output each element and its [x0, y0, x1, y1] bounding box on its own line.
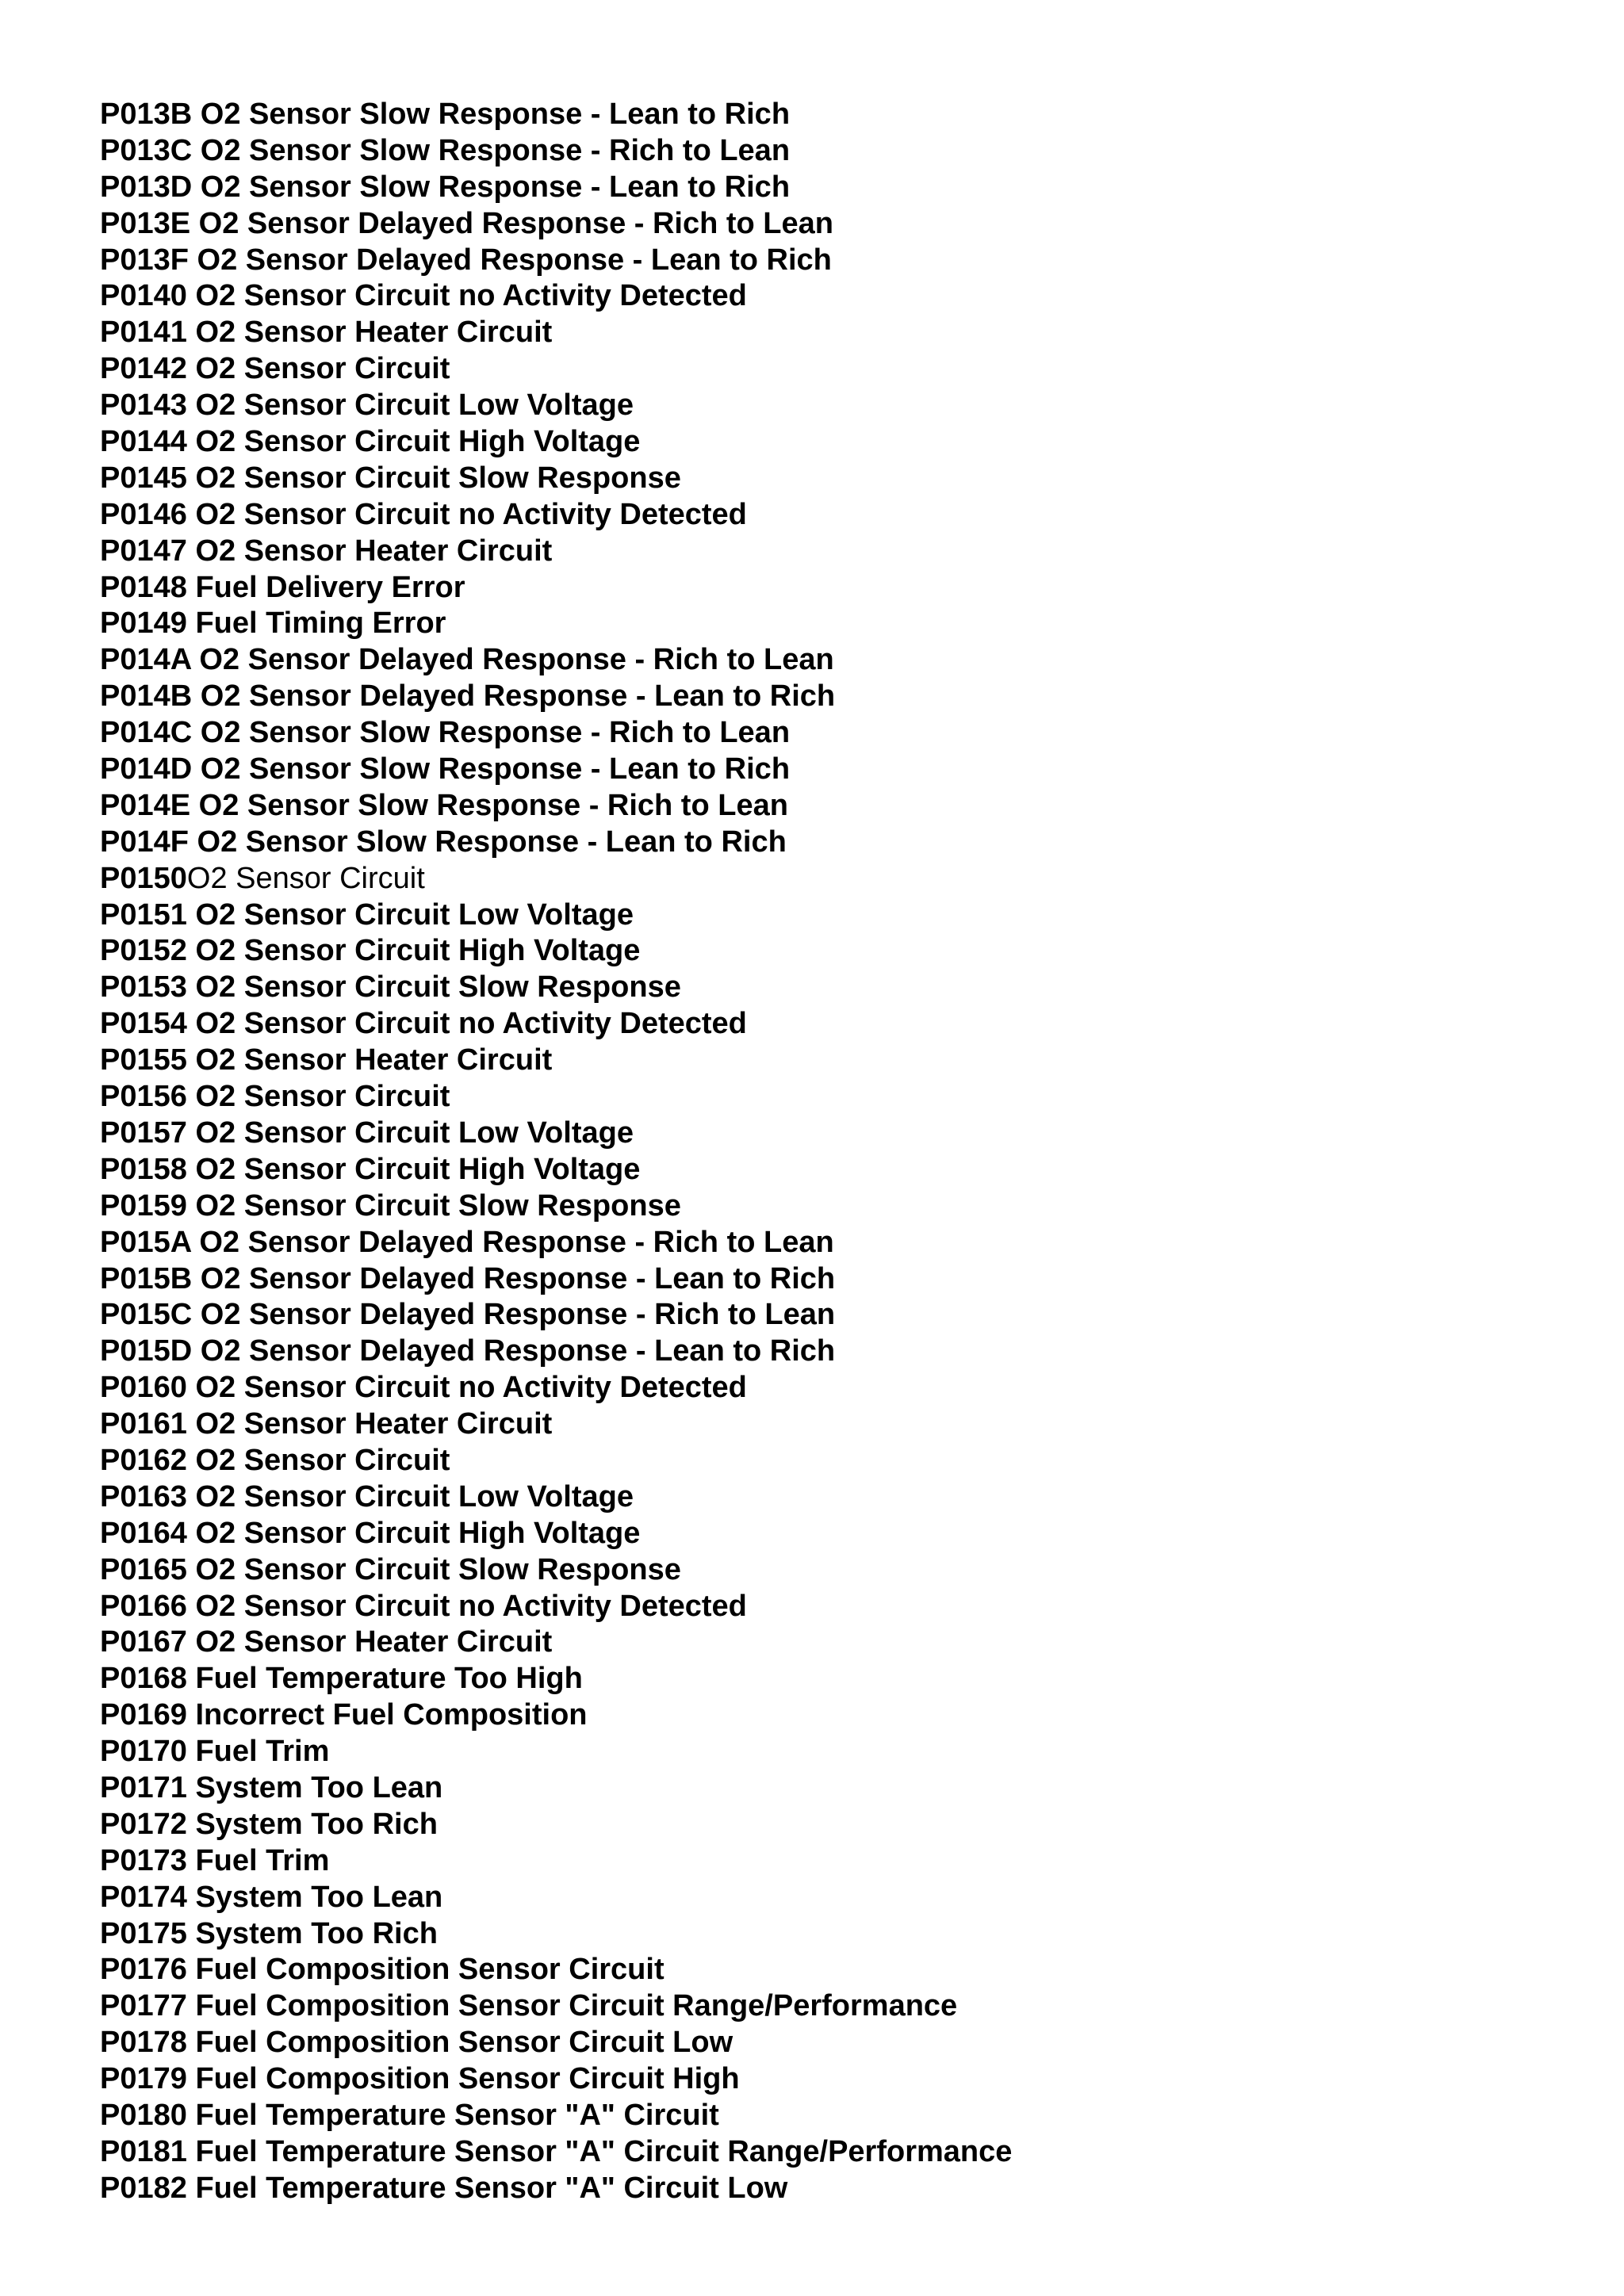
dtc-description: O2 Sensor Circuit Low Voltage — [195, 897, 634, 932]
code-separator — [189, 243, 197, 277]
dtc-code: P0154 — [100, 1007, 187, 1041]
code-separator — [187, 2099, 196, 2132]
code-separator — [187, 1371, 196, 1404]
dtc-code: P0160 — [100, 1371, 187, 1405]
code-separator — [192, 716, 201, 749]
code-separator — [190, 789, 199, 822]
dtc-description: O2 Sensor Circuit High Voltage — [195, 1516, 641, 1550]
dtc-code: P0172 — [100, 1807, 187, 1841]
dtc-description: System Too Lean — [195, 1770, 443, 1804]
dtc-description: O2 Sensor Circuit no Activity Detected — [195, 497, 747, 531]
dtc-code: P014D — [100, 752, 193, 786]
list-item — [100, 1152, 1012, 1188]
dtc-code: P0178 — [100, 2026, 187, 2060]
dtc-description: O2 Sensor Slow Response - Rich to Lean — [198, 788, 788, 822]
code-separator — [190, 207, 199, 240]
code-separator — [187, 1771, 196, 1804]
dtc-description: O2 Sensor Circuit — [195, 1080, 450, 1114]
dtc-description: Fuel Composition Sensor Circuit Low — [195, 2026, 733, 2060]
code-separator — [187, 934, 196, 967]
code-separator — [187, 2135, 196, 2168]
list-item — [100, 1661, 1012, 1697]
dtc-description: O2 Sensor Delayed Response - Lean to Rich — [200, 679, 836, 714]
code-separator — [187, 1625, 196, 1659]
list-item — [100, 133, 1012, 170]
dtc-description: O2 Sensor Slow Response - Rich to Lean — [200, 133, 791, 167]
list-item — [100, 1334, 1012, 1370]
dtc-code: P0170 — [100, 1735, 187, 1769]
list-item — [100, 2025, 1012, 2061]
list-item — [100, 679, 1012, 715]
code-separator — [187, 1080, 196, 1113]
dtc-description: System Too Lean — [195, 1880, 443, 1914]
list-item — [100, 642, 1012, 679]
dtc-description: O2 Sensor Circuit High Voltage — [195, 1152, 641, 1186]
list-item — [100, 606, 1012, 642]
list-item — [100, 2134, 1012, 2171]
list-item — [100, 1516, 1012, 1552]
code-separator — [192, 98, 201, 131]
list-item — [100, 206, 1012, 243]
code-separator — [187, 1480, 196, 1513]
list-item — [100, 1006, 1012, 1043]
list-item — [100, 1843, 1012, 1880]
dtc-code: P0149 — [100, 607, 187, 641]
dtc-description: Fuel Composition Sensor Circuit — [195, 1953, 665, 1987]
dtc-code: P015A — [100, 1225, 191, 1259]
dtc-description: O2 Sensor Slow Response - Rich to Lean — [200, 716, 791, 750]
list-item — [100, 788, 1012, 825]
dtc-description: Fuel Temperature Sensor "A" Circuit Low — [195, 2171, 788, 2205]
dtc-description: O2 Sensor Slow Response - Lean to Rich — [200, 98, 791, 131]
list-item — [100, 970, 1012, 1006]
list-item — [100, 861, 1012, 897]
dtc-code: P014E — [100, 788, 191, 822]
list-item — [100, 1225, 1012, 1261]
dtc-description: O2 Sensor Circuit Slow Response — [195, 461, 681, 495]
code-separator — [187, 2062, 196, 2095]
list-item — [100, 1624, 1012, 1661]
dtc-code: P0179 — [100, 2062, 187, 2096]
code-separator — [191, 643, 200, 676]
code-separator — [187, 1517, 196, 1550]
code-separator — [187, 1444, 196, 1477]
code-separator — [187, 316, 196, 349]
code-separator — [187, 1590, 196, 1623]
dtc-description: Fuel Temperature Sensor "A" Circuit — [195, 2098, 719, 2132]
code-separator — [192, 170, 201, 204]
code-separator — [187, 534, 196, 568]
dtc-description: O2 Sensor Slow Response - Lean to Rich — [200, 170, 791, 204]
list-item — [100, 315, 1012, 351]
list-item — [100, 424, 1012, 461]
dtc-code: P0148 — [100, 570, 187, 604]
dtc-code: P0180 — [100, 2098, 187, 2132]
dtc-code: P0141 — [100, 316, 187, 350]
dtc-description: O2 Sensor Slow Response - Lean to Rich — [197, 825, 787, 859]
list-item — [100, 1880, 1012, 1916]
dtc-description: O2 Sensor Circuit — [195, 352, 450, 386]
dtc-description: O2 Sensor Circuit no Activity Detected — [195, 279, 747, 313]
list-item — [100, 278, 1012, 315]
list-item — [100, 1406, 1012, 1443]
dtc-code: P0163 — [100, 1479, 187, 1513]
code-separator — [187, 1153, 196, 1186]
dtc-description: O2 Sensor Delayed Response - Lean to Rich — [200, 1261, 836, 1295]
dtc-code: P0158 — [100, 1152, 187, 1186]
code-separator — [191, 1226, 200, 1259]
dtc-code: P0144 — [100, 425, 187, 459]
code-separator — [187, 1116, 196, 1150]
code-separator — [187, 1662, 196, 1695]
code-separator — [187, 1698, 196, 1732]
code-separator — [187, 352, 196, 385]
dtc-description: O2 Sensor Circuit — [186, 861, 425, 895]
dtc-description: O2 Sensor Circuit no Activity Detected — [195, 1371, 747, 1405]
dtc-code: P0173 — [100, 1843, 187, 1877]
list-item — [100, 97, 1012, 133]
code-separator — [187, 279, 196, 312]
dtc-description: O2 Sensor Delayed Response - Rich to Lean — [199, 643, 834, 677]
list-item — [100, 825, 1012, 861]
dtc-description: O2 Sensor Delayed Response - Lean to Rich — [197, 243, 832, 277]
dtc-description: System Too Rich — [195, 1807, 438, 1841]
list-item — [100, 243, 1012, 279]
code-separator — [192, 752, 201, 786]
dtc-code: P0145 — [100, 461, 187, 495]
dtc-description: O2 Sensor Delayed Response - Rich to Lean — [200, 1298, 836, 1332]
dtc-description: O2 Sensor Circuit no Activity Detected — [195, 1007, 747, 1041]
dtc-description: O2 Sensor Delayed Response - Rich to Lean — [198, 206, 833, 240]
code-separator — [189, 825, 197, 859]
dtc-description: O2 Sensor Circuit Slow Response — [195, 1552, 681, 1586]
dtc-code: P0174 — [100, 1880, 187, 1914]
code-separator — [192, 1334, 201, 1368]
list-item — [100, 170, 1012, 206]
dtc-code: P0169 — [100, 1698, 187, 1732]
dtc-code: P015C — [100, 1298, 193, 1332]
list-item — [100, 1043, 1012, 1079]
code-separator — [187, 1735, 196, 1768]
dtc-code: P013C — [100, 133, 193, 167]
dtc-code-list — [100, 97, 1012, 2207]
dtc-description: System Too Rich — [195, 1916, 438, 1950]
dtc-code: P0155 — [100, 1043, 187, 1077]
list-item — [100, 1443, 1012, 1479]
code-separator — [187, 970, 196, 1004]
code-separator — [187, 2172, 196, 2205]
dtc-description: Fuel Temperature Sensor "A" Circuit Range/Performance — [195, 2134, 1013, 2168]
list-item — [100, 1916, 1012, 1953]
code-separator — [187, 1881, 196, 1914]
dtc-description: O2 Sensor Circuit High Voltage — [195, 425, 641, 459]
list-item — [100, 1188, 1012, 1225]
list-item — [100, 461, 1012, 497]
dtc-description: O2 Sensor Heater Circuit — [195, 1625, 553, 1659]
dtc-code: P0143 — [100, 388, 187, 423]
dtc-code: P013E — [100, 206, 191, 240]
code-separator — [187, 607, 196, 640]
dtc-code: P0176 — [100, 1953, 187, 1987]
list-item — [100, 2171, 1012, 2207]
code-separator — [187, 388, 196, 422]
list-item — [100, 715, 1012, 752]
code-separator — [187, 1844, 196, 1877]
code-separator — [187, 571, 196, 604]
dtc-code: P0177 — [100, 1989, 187, 2023]
dtc-code: P0162 — [100, 1443, 187, 1477]
code-separator — [187, 1007, 196, 1040]
dtc-code: P0152 — [100, 934, 187, 968]
dtc-code: P014C — [100, 716, 193, 750]
dtc-description: Fuel Trim — [195, 1843, 330, 1877]
dtc-code: P013D — [100, 170, 193, 204]
code-separator — [187, 1953, 196, 1986]
code-separator — [192, 134, 201, 167]
code-separator — [192, 1298, 201, 1331]
dtc-code: P0153 — [100, 970, 187, 1004]
code-separator — [187, 1407, 196, 1441]
dtc-code: P0182 — [100, 2171, 187, 2205]
list-item — [100, 752, 1012, 788]
dtc-code: P0175 — [100, 1916, 187, 1950]
list-item — [100, 1079, 1012, 1115]
code-separator — [187, 2026, 196, 2059]
dtc-code: P0167 — [100, 1625, 187, 1659]
dtc-code: P0147 — [100, 534, 187, 568]
dtc-code: P015B — [100, 1261, 193, 1295]
code-separator — [187, 1189, 196, 1223]
dtc-description: O2 Sensor Heater Circuit — [195, 316, 553, 350]
dtc-description: O2 Sensor Circuit Low Voltage — [195, 388, 634, 423]
list-item — [100, 1370, 1012, 1406]
list-item — [100, 534, 1012, 570]
list-item — [100, 1807, 1012, 1843]
dtc-description: O2 Sensor Heater Circuit — [195, 534, 553, 568]
code-separator — [192, 679, 201, 713]
dtc-code: P014A — [100, 643, 191, 677]
dtc-description: O2 Sensor Circuit Low Voltage — [195, 1115, 634, 1150]
code-separator — [187, 498, 196, 531]
dtc-code: P014B — [100, 679, 193, 714]
dtc-code: P0164 — [100, 1516, 187, 1550]
list-item — [100, 1770, 1012, 1807]
code-separator — [187, 1917, 196, 1950]
list-item — [100, 2098, 1012, 2134]
list-item — [100, 2061, 1012, 2098]
dtc-description: Fuel Composition Sensor Circuit Range/Performance — [195, 1989, 958, 2023]
list-item — [100, 1261, 1012, 1298]
list-item — [100, 1697, 1012, 1734]
code-separator — [187, 1808, 196, 1841]
dtc-description: O2 Sensor Circuit High Voltage — [195, 934, 641, 968]
list-item — [100, 351, 1012, 388]
dtc-code: P013F — [100, 243, 189, 277]
list-item — [100, 1952, 1012, 1988]
dtc-description: Incorrect Fuel Composition — [195, 1698, 588, 1732]
dtc-description: O2 Sensor Heater Circuit — [195, 1043, 553, 1077]
code-separator — [187, 898, 196, 932]
dtc-description: O2 Sensor Delayed Response - Lean to Rich — [200, 1334, 836, 1368]
code-separator — [187, 1553, 196, 1586]
code-separator — [187, 425, 196, 458]
list-item — [100, 1479, 1012, 1516]
code-separator — [192, 1262, 201, 1295]
dtc-code: P0166 — [100, 1589, 187, 1623]
dtc-description: O2 Sensor Heater Circuit — [195, 1407, 553, 1441]
code-separator — [187, 1043, 196, 1077]
list-item — [100, 1589, 1012, 1625]
code-separator — [187, 461, 196, 495]
dtc-description: O2 Sensor Delayed Response - Rich to Lean — [199, 1225, 834, 1259]
dtc-code: P015D — [100, 1334, 193, 1368]
dtc-code: P0150 — [100, 861, 187, 895]
list-item — [100, 1988, 1012, 2025]
dtc-code: P0171 — [100, 1770, 187, 1804]
dtc-code: P013B — [100, 98, 193, 131]
dtc-code: P0146 — [100, 497, 187, 531]
dtc-code: P014F — [100, 825, 189, 859]
dtc-code: P0151 — [100, 897, 187, 932]
list-item — [100, 1552, 1012, 1589]
dtc-description: Fuel Timing Error — [195, 607, 446, 641]
list-item — [100, 933, 1012, 970]
dtc-description: O2 Sensor Circuit no Activity Detected — [195, 1589, 747, 1623]
list-item — [100, 388, 1012, 424]
dtc-code: P0181 — [100, 2134, 187, 2168]
dtc-description: O2 Sensor Circuit Slow Response — [195, 970, 681, 1004]
dtc-code: P0157 — [100, 1115, 187, 1150]
list-item — [100, 497, 1012, 534]
dtc-description: Fuel Composition Sensor Circuit High — [195, 2062, 740, 2096]
dtc-code: P0142 — [100, 352, 187, 386]
dtc-description: O2 Sensor Circuit — [195, 1443, 450, 1477]
list-item — [100, 1115, 1012, 1152]
dtc-description: O2 Sensor Circuit Slow Response — [195, 1188, 681, 1223]
dtc-code: P0156 — [100, 1080, 187, 1114]
dtc-description: Fuel Temperature Too High — [195, 1662, 583, 1696]
dtc-code: P0161 — [100, 1407, 187, 1441]
list-item — [100, 897, 1012, 934]
dtc-description: O2 Sensor Circuit Low Voltage — [195, 1479, 634, 1513]
code-separator — [187, 1989, 196, 2022]
dtc-code: P0168 — [100, 1662, 187, 1696]
list-item — [100, 1297, 1012, 1334]
list-item — [100, 570, 1012, 607]
list-item — [100, 1734, 1012, 1770]
dtc-code: P0159 — [100, 1188, 187, 1223]
dtc-code: P0165 — [100, 1552, 187, 1586]
dtc-code: P0140 — [100, 279, 187, 313]
dtc-description: Fuel Delivery Error — [195, 570, 465, 604]
dtc-description: O2 Sensor Slow Response - Lean to Rich — [200, 752, 791, 786]
dtc-description: Fuel Trim — [195, 1735, 330, 1769]
